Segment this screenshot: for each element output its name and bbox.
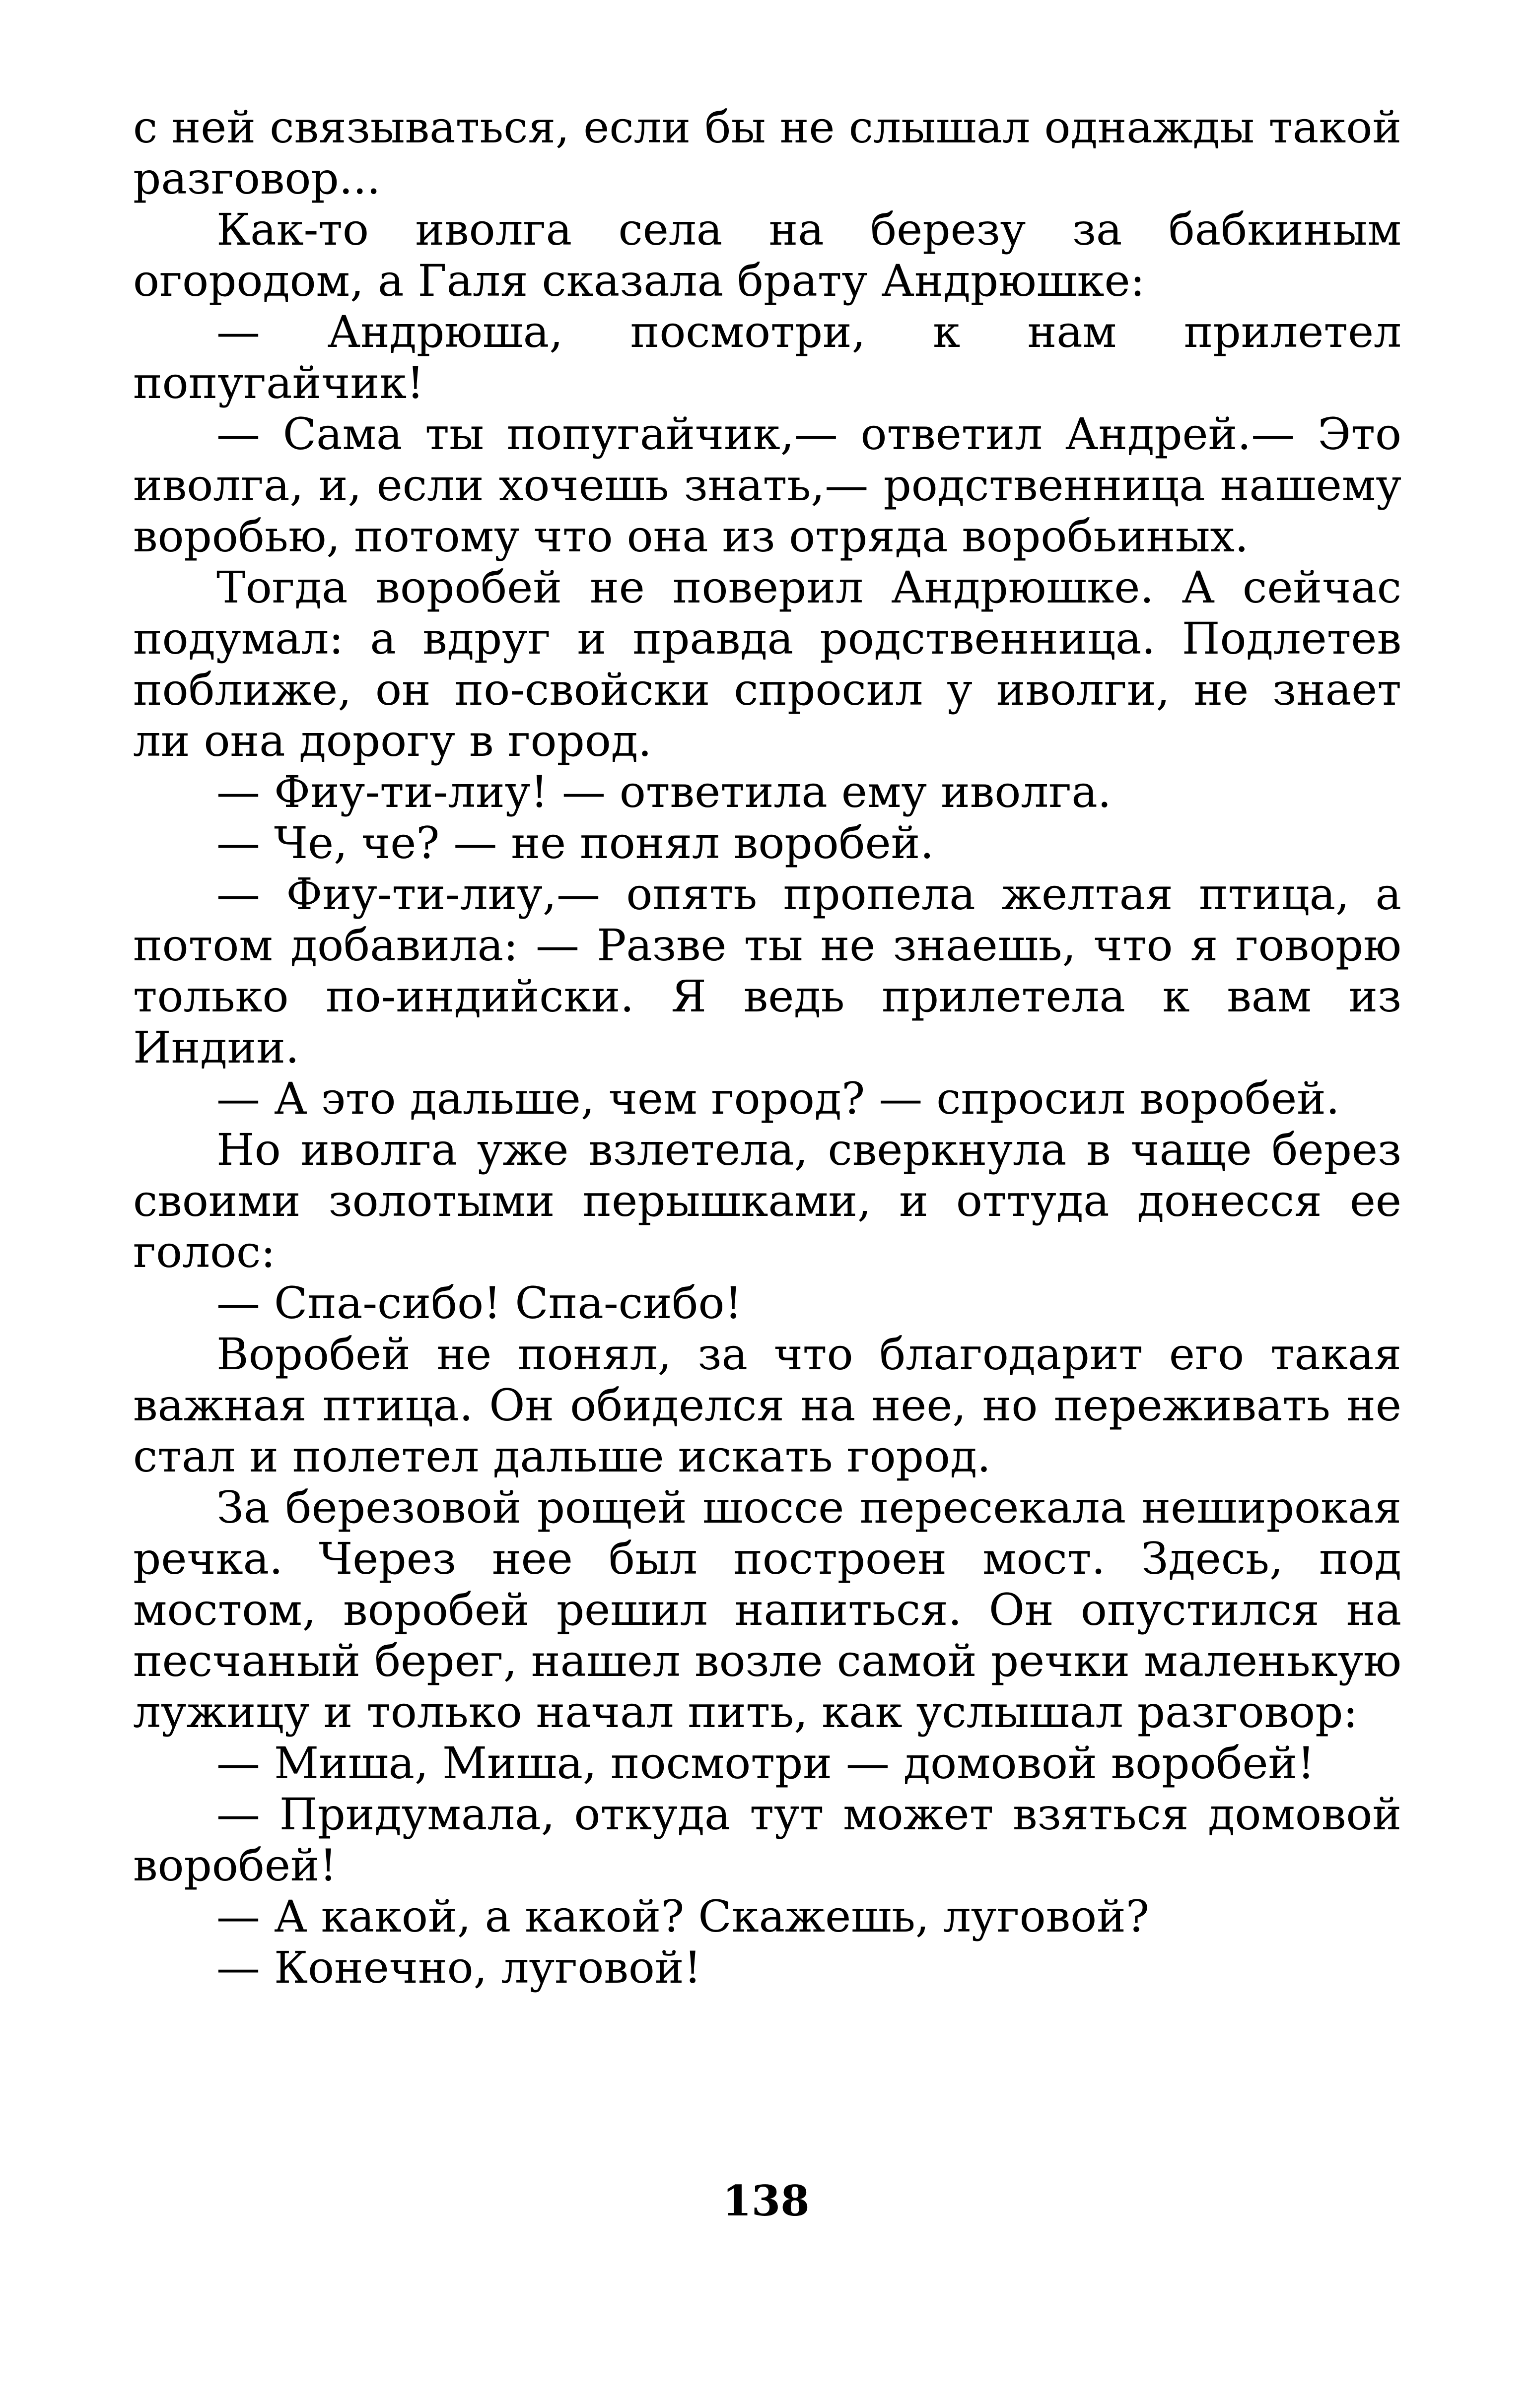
paragraph: Тогда воробей не поверил Андрюшке. А сейчас подумал: а вдруг и правда родственница. Подлетев поближе, он по-свойски спросил у иволги, не знает ли она дорогу в город. [133, 562, 1401, 766]
dialogue-line: — Спа-сибо! Спа-сибо! [216, 1277, 742, 1329]
dialogue-line: — Конечно, луговой! [216, 1942, 701, 1993]
page-text [133, 102, 1401, 1993]
dialogue-line: — Фиу-ти-лиу! — ответила ему иволга. [216, 766, 1112, 817]
dialogue-line: — Че, че? — не понял воробей. [216, 817, 934, 869]
page-number: 138 [722, 2176, 810, 2225]
dialogue-line: — Сама ты попугайчик,— ответил Андрей.— Это иволга, и, если хочешь знать,— родственница нашему воробью, потому что она из отряда воробьиных. [133, 408, 1401, 562]
dialogue-line: — Андрюша, посмотри, к нам прилетел попугайчик! [133, 306, 1401, 408]
paragraph: За березовой рощей шоссе пересекала неширокая речка. Через нее был построен мост. Здесь, под мостом, воробей решил напиться. Он опустился на песчаный берег, нашел возле самой речки маленькую лужицу и только начал пить, как услышал разговор: [133, 1482, 1401, 1738]
dialogue-line: — Придумала, откуда тут может взяться домовой воробей! [133, 1789, 1401, 1891]
dialogue-line: — А какой, а какой? Скажешь, луговой? [216, 1891, 1149, 1942]
dialogue-line: — Фиу-ти-лиу,— опять пропела желтая птица, а потом добавила: — Разве ты не знаешь, что я говорю только по-индийски. Я ведь прилетела к вам из Индии. [133, 869, 1401, 1073]
paragraph: Но иволга уже взлетела, сверкнула в чаще берез своими золотыми перышками, и оттуда донесся ее голос: [133, 1124, 1401, 1277]
dialogue-line: — А это дальше, чем город? — спросил воробей. [216, 1073, 1340, 1124]
dialogue-line: — Миша, Миша, посмотри — домовой воробей! [216, 1738, 1315, 1789]
paragraph: Как-то иволга села на березу за бабкиным огородом, а Галя сказала брату Андрюшке: [133, 204, 1401, 306]
paragraph: Воробей не понял, за что благодарит его такая важная птица. Он обиделся на нее, но переживать не стал и полетел дальше искать город. [133, 1329, 1401, 1482]
paragraph-continuation: с ней связываться, если бы не слышал однажды такой разговор... [133, 102, 1401, 204]
